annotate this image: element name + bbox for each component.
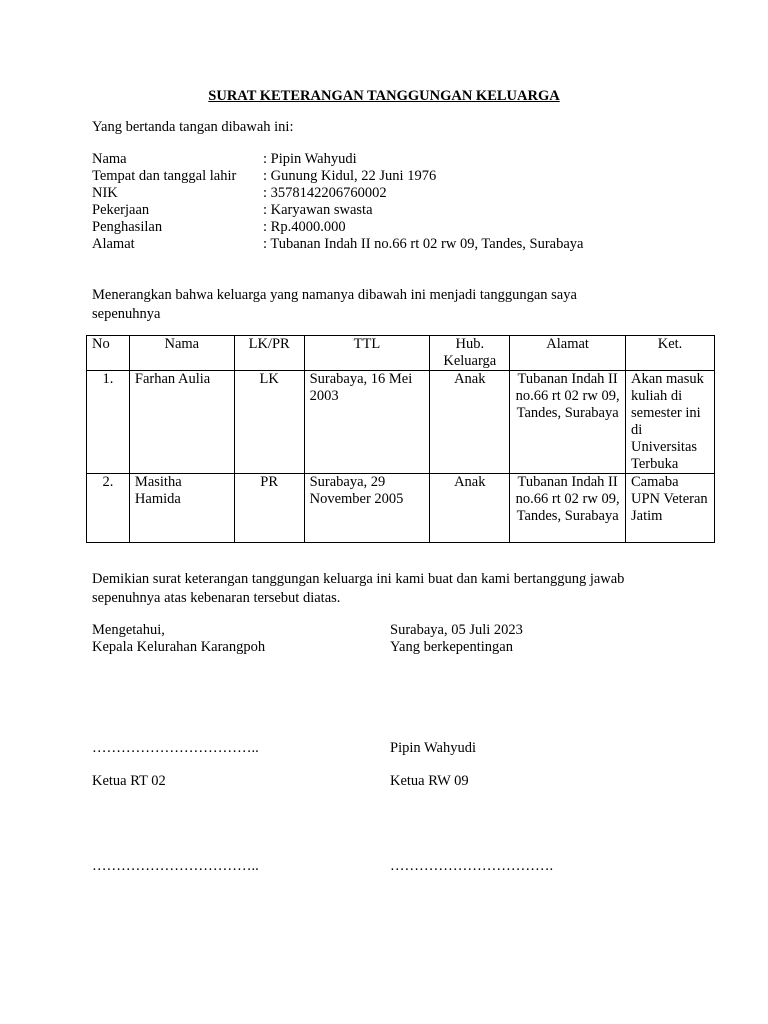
header-no: No bbox=[87, 336, 130, 371]
identity-label: Nama bbox=[92, 151, 127, 167]
identity-row-nik bbox=[92, 185, 584, 202]
cell-hub: Anak bbox=[430, 371, 510, 474]
ketua-rw-label: Ketua RW 09 bbox=[390, 773, 469, 789]
identity-row-nama bbox=[92, 151, 584, 168]
cell-lkpr: LK bbox=[234, 371, 304, 474]
table-row bbox=[87, 371, 715, 474]
identity-value: : Gunung Kidul, 22 Juni 1976 bbox=[263, 168, 437, 184]
cell-ttl: Surabaya, 16 Mei 2003 bbox=[304, 371, 430, 474]
identity-row-ttl bbox=[92, 168, 584, 185]
table-header-row bbox=[87, 336, 715, 371]
signer-name: Pipin Wahyudi bbox=[390, 740, 476, 756]
cell-hub: Anak bbox=[430, 474, 510, 543]
cell-nama: Masitha Hamida bbox=[129, 474, 234, 543]
table-row bbox=[87, 474, 715, 543]
cell-lkpr: PR bbox=[234, 474, 304, 543]
identity-value: : 3578142206760002 bbox=[263, 185, 387, 201]
statement-line-1: Menerangkan bahwa keluarga yang namanya dibawah ini menjadi tanggungan saya bbox=[92, 287, 577, 303]
cell-alamat: Tubanan Indah II no.66 rt 02 rw 09, Tandes, Surabaya bbox=[510, 474, 626, 543]
mengetahui-label: Mengetahui, bbox=[92, 622, 165, 638]
ketua-rt-label: Ketua RT 02 bbox=[92, 773, 166, 789]
identity-block bbox=[92, 151, 584, 253]
signature-line-rw: ……………………………. bbox=[390, 858, 554, 874]
place-date: Surabaya, 05 Juli 2023 bbox=[390, 622, 523, 638]
identity-label: NIK bbox=[92, 185, 118, 201]
identity-label: Penghasilan bbox=[92, 219, 163, 235]
closing-line-2: sepenuhnya atas kebenaran tersebut diatas. bbox=[92, 590, 341, 606]
header-ket: Ket. bbox=[626, 336, 715, 371]
cell-alamat: Tubanan Indah II no.66 rt 02 rw 09, Tandes, Surabaya bbox=[510, 371, 626, 474]
identity-label: Tempat dan tanggal lahir bbox=[92, 168, 237, 184]
yang-berkepentingan-label: Yang berkepentingan bbox=[390, 639, 513, 655]
identity-label: Alamat bbox=[92, 236, 135, 252]
identity-row-alamat bbox=[92, 236, 584, 253]
identity-row-pekerjaan bbox=[92, 202, 584, 219]
cell-ttl: Surabaya, 29 November 2005 bbox=[304, 474, 430, 543]
header-alamat: Alamat bbox=[510, 336, 626, 371]
header-ttl: TTL bbox=[304, 336, 430, 371]
cell-no: 1. bbox=[87, 371, 130, 474]
identity-value: : Tubanan Indah II no.66 rt 02 rw 09, Tandes, Surabaya bbox=[263, 236, 584, 252]
letter-title: SURAT KETERANGAN TANGGUNGAN KELUARGA bbox=[208, 88, 560, 104]
family-table bbox=[86, 335, 715, 543]
cell-ket: Akan masuk kuliah di semester ini di Universitas Terbuka bbox=[626, 371, 715, 474]
identity-row-penghasilan bbox=[92, 219, 584, 236]
identity-value: : Rp.4000.000 bbox=[263, 219, 346, 235]
cell-no: 2. bbox=[87, 474, 130, 543]
identity-value: : Pipin Wahyudi bbox=[263, 151, 357, 167]
intro-text: Yang bertanda tangan dibawah ini: bbox=[92, 119, 294, 135]
header-lkpr: LK/PR bbox=[234, 336, 304, 371]
identity-label: Pekerjaan bbox=[92, 202, 150, 218]
identity-value: : Karyawan swasta bbox=[263, 202, 373, 218]
signature-line-rt: …………………………….. bbox=[92, 858, 259, 874]
closing-line-1: Demikian surat keterangan tanggungan keluarga ini kami buat dan kami bertanggung jawab bbox=[92, 571, 625, 587]
header-hub: Hub. Keluarga bbox=[430, 336, 510, 371]
cell-nama: Farhan Aulia bbox=[129, 371, 234, 474]
statement-line-2: sepenuhnya bbox=[92, 306, 161, 322]
kepala-kelurahan-label: Kepala Kelurahan Karangpoh bbox=[92, 639, 266, 655]
signature-line-kelurahan: …………………………….. bbox=[92, 740, 259, 756]
header-nama: Nama bbox=[129, 336, 234, 371]
cell-ket: Camaba UPN Veteran Jatim bbox=[626, 474, 715, 543]
